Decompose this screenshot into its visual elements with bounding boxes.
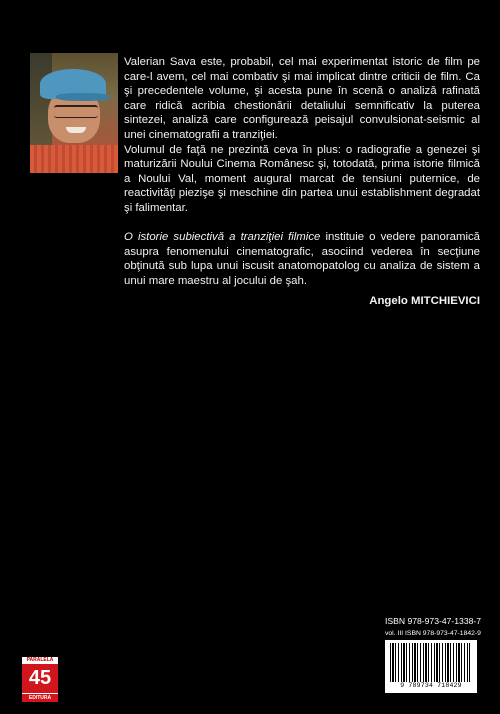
back-cover-blurb xyxy=(124,55,480,308)
blurb-paragraph-3 xyxy=(124,230,480,288)
isbn-volume: vol. III ISBN 978-973-47-1842-9 xyxy=(385,630,481,637)
barcode xyxy=(385,640,477,693)
blurb-author: Angelo MITCHIEVICI xyxy=(369,294,480,307)
blurb-paragraph-3-text: instituie o vedere panoramică asupra fenomenului cinematografic, asociind vederea în secţiune obţinută sub lupa unui iscusit anatomopatolog cu analiza de sistem a unui mare maestru al jocului de şah. xyxy=(124,231,481,287)
barcode-digits: 9 789734 718429 xyxy=(400,682,462,689)
publisher-logo xyxy=(22,657,58,702)
publisher-logo-bottom: EDITURA xyxy=(22,693,58,702)
barcode-bars xyxy=(390,643,470,682)
blurb-paragraph-1: Valerian Sava este, probabil, cel mai experimentat istoric de film pe care-l avem, cel mai combativ şi mai implicat dintre criticii de film. Ca şi precedentele volume, şi acesta pune în scenă o analiză rafinată care ridică acribia chestionării detaliului semnificativ la puterea sintezei, analiză care configurează peisajul convulsionat-seismic al unei cinematografii a tranziţiei. xyxy=(124,56,480,141)
publisher-logo-number: 45 xyxy=(22,664,58,693)
isbn-main: ISBN 978-973-47-1338-7 xyxy=(385,616,482,626)
blurb-paragraph-2: Volumul de faţă ne prezintă ceva în plus: o radiografie a genezei şi maturizării Noului Cinema Românesc şi, totodată, prima istorie filmică a Noului Val, moment augural marcat de tensiuni puternice, de reactivităţi piezişe şi meschine din partea unui establishment degradat şi falimentar. xyxy=(124,143,480,214)
publisher-logo-top: PARALELA xyxy=(22,657,58,664)
author-photo xyxy=(30,53,118,173)
book-title-italic: O istorie subiectivă a tranziţiei filmice xyxy=(124,231,321,244)
